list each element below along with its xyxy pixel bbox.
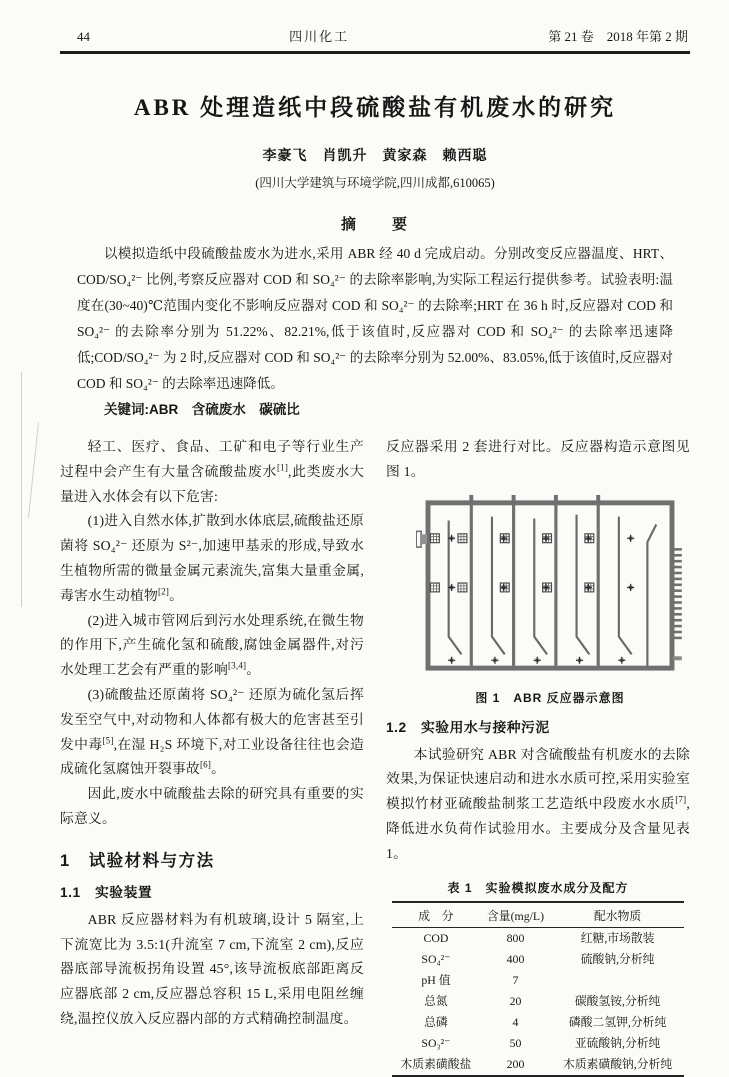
- table-cell: COD: [423, 930, 449, 945]
- table-cell: 4: [512, 1014, 519, 1029]
- section-heading-1-1: 1.1 实验装置: [60, 884, 153, 900]
- table-cell: 50: [509, 1035, 522, 1050]
- paragraph-test-water: 本试验研究 ABR 对含硫酸盐有机废水的去除效果,为保证快速启动和进水水质可控,采用实验室模拟竹材亚硫酸盐制浆工艺造纸中段废水水质[7],降低进水负荷作试验用水。主要成分及含量见表 1。: [386, 746, 690, 861]
- table-cell: 木质素磺酸盐: [400, 1056, 472, 1071]
- table-cell: 800: [506, 930, 525, 945]
- paragraph-reactor-intro: 反应器采用 2 套进行对比。反应器构造示意图见图 1。: [386, 439, 690, 479]
- left-column: [60, 435, 364, 1077]
- table-header-cell: 含量(mg/L): [480, 902, 552, 928]
- scan-artifact-vertical-line: [21, 372, 22, 607]
- affiliation-line: (四川大学建筑与环境学院,四川成都,610065): [255, 176, 495, 190]
- right-column: [386, 435, 690, 1077]
- table-cell: 7: [512, 972, 519, 987]
- article-title: ABR 处理造纸中段硫酸盐有机废水的研究: [133, 95, 617, 120]
- paragraph-significance: 因此,废水中硫酸盐去除的研究具有重要的实际意义。: [60, 786, 364, 826]
- table-cell: 木质素磺酸钠,分析纯: [563, 1056, 673, 1071]
- baffle-plates: [449, 514, 632, 654]
- figure-1: [416, 493, 684, 706]
- section-heading-1-2: 1.2 实验用水与接种污泥: [386, 719, 550, 735]
- scan-artifact-diagonal-line: [28, 422, 39, 518]
- citation-ref: [6]: [199, 759, 212, 770]
- paragraph-hazard-1: (1)进入自然水体,扩散到水体底层,硫酸盐还原菌将 SO₄²⁻ 还原为 S²⁻,加速甲基汞的形成,导致水生植物所需的微量金属元素流失,富集大量重金属,毒害水生动植物[2]。: [60, 513, 364, 603]
- outlet-pipe: [673, 656, 682, 660]
- table-cell: [551, 970, 684, 991]
- table-row: [392, 1054, 684, 1076]
- table-row: [392, 970, 684, 991]
- citation-ref: [5]: [102, 734, 114, 745]
- table-header-row: [392, 902, 684, 928]
- table-1: [392, 901, 684, 1077]
- outlet-weir-plate: [647, 524, 656, 666]
- table-cell: pH 值: [421, 972, 451, 987]
- paragraph-apparatus: ABR 反应器材料为有机玻璃,设计 5 隔室,上下流宽比为 3.5:1(升流室 7 cm,下流室 2 cm),反应器底部导流板拐角设置 45°,该导流板底部距离反应器底部 2 cm,反应器总容积 15 L,采用电阻丝缠绕,温控仪放入反应器内部的方式精确控制温度。: [60, 911, 364, 1026]
- tank-outline: [428, 495, 672, 668]
- keywords-label: 关键词:: [104, 402, 149, 417]
- table-row: [392, 1012, 684, 1033]
- abr-reactor-diagram: [416, 493, 684, 675]
- abstract-section: [60, 213, 690, 423]
- citation-ref: [1]: [276, 462, 289, 473]
- authors-line: 李豪飞 肖凯升 黄家森 赖西聪: [262, 147, 488, 163]
- abstract-heading: 摘 要: [340, 216, 409, 233]
- citation-ref: [7]: [675, 794, 687, 805]
- keywords-line: [77, 397, 673, 423]
- citation-ref: [2]: [157, 586, 170, 597]
- table-cell: 磷酸二氢钾,分析纯: [568, 1014, 667, 1029]
- table-row: [392, 991, 684, 1012]
- citation-ref: [3,4]: [227, 660, 247, 671]
- page-number: 44: [77, 29, 90, 44]
- abstract-text: 以模拟造纸中段硫酸盐废水为进水,采用 ABR 经 40 d 完成启动。分别改变反应器温度、HRT、COD/SO₄²⁻ 比例,考察反应器对 COD 和 SO₄²⁻ 的去除率影响,为实际工程运行提供参考。试验表明:温度在(30~40)℃范围内变化不影响反应器对 COD 和 SO₄²⁻ 的去除率;HRT 在 36 h 时,反应器对 COD 和 SO₄²⁻ 的去除率分别为 51.22%、82.21%,低于该值时,反应器对 COD 和 SO₄²⁻ 的去除率迅速降低;COD/SO₄²⁻ 为 2 时,反应器对 COD 和 SO₄²⁻ 的去除率分别为 52.00%、83.05%,低于该值时,反应器对 COD 和 SO₄²⁻ 的去除率迅速降低。: [77, 246, 673, 391]
- table-cell: 总氮: [424, 993, 448, 1008]
- table-header-cell: 配水物质: [551, 902, 684, 928]
- table-cell: 红糖,市场散装: [580, 930, 655, 945]
- paragraph-hazard-2: (2)进入城市管网后到污水处理系统,在微生物的作用下,产生硫化氢和硫酸,腐蚀金属器件,对污水处理工艺会有严重的影响[3,4]。: [60, 612, 364, 678]
- table-cell: 亚硫酸钠,分析纯: [574, 1035, 661, 1050]
- table-cell: SO₄²⁻: [421, 951, 451, 966]
- inlet-pipe: [416, 531, 427, 547]
- table-cell: SO₃²⁻: [421, 1035, 451, 1050]
- content-columns: [60, 435, 690, 1077]
- section-heading-1: 1 试验材料与方法: [60, 851, 215, 870]
- paragraph-intro: 轻工、医疗、食品、工矿和电子等行业生产过程中会产生有大量含硫酸盐废水[1],此类废水大量进入水体会有以下危害:: [60, 439, 365, 504]
- table-1-title: 表 1 实验模拟废水成分及配方: [447, 880, 629, 895]
- header-rule: [60, 51, 690, 54]
- paragraph-hazard-3: (3)硫酸盐还原菌将 SO₄²⁻ 还原为硫化氢后挥发至空气中,对动物和人体都有极大的危害甚至引发中毒[5],在湿 H₂S 环境下,对工业设备往往也会造成硫化氢腐蚀开裂事故[6]。: [60, 686, 364, 777]
- table-row: [392, 1033, 684, 1054]
- table-cell: 400: [506, 951, 525, 966]
- figure-1-caption: 图 1 ABR 反应器示意图: [475, 690, 625, 705]
- table-cell: 总磷: [424, 1014, 448, 1029]
- table-cell: 碳酸氢铵,分析纯: [574, 993, 661, 1008]
- keywords-terms: ABR 含硫废水 碳硫比: [149, 402, 300, 417]
- journal-name: 四川化工: [289, 29, 350, 44]
- table-header-cell: 成 分: [392, 902, 480, 928]
- table-cell: 200: [506, 1056, 525, 1071]
- issue-info: 第 21 卷 2018 年第 2 期: [548, 29, 688, 44]
- table-cell: 20: [509, 993, 522, 1008]
- table-row: [392, 927, 684, 949]
- table-row: [392, 949, 684, 970]
- effluent-comb: [672, 546, 682, 642]
- table-cell: 硫酸钠,分析纯: [580, 951, 655, 966]
- page-header: [60, 26, 690, 45]
